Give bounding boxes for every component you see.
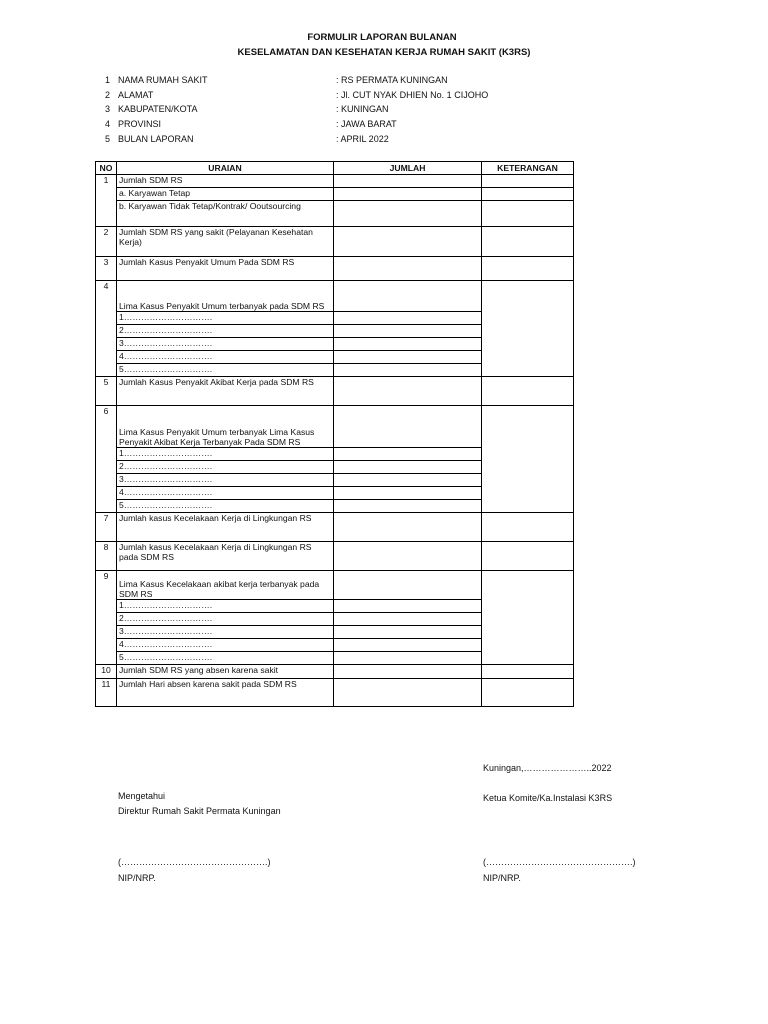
jumlah-cell[interactable] xyxy=(334,626,482,639)
row-number: 3 xyxy=(96,257,117,281)
row-number: 10 xyxy=(96,665,117,679)
right-signer-nip: NIP/NRP. xyxy=(483,873,521,883)
keterangan-cell[interactable] xyxy=(482,188,574,201)
row-description: a. Karyawan Tetap xyxy=(117,188,334,201)
list-item-text: 4…………………………. xyxy=(117,351,334,364)
list-item-text: 4…………………………. xyxy=(117,487,334,500)
keterangan-cell[interactable] xyxy=(482,542,574,571)
list-item-text: 4…………………………. xyxy=(117,639,334,652)
jumlah-cell[interactable] xyxy=(334,461,482,474)
row-number: 5 xyxy=(96,377,117,406)
jumlah-cell[interactable] xyxy=(334,175,482,188)
jumlah-cell[interactable] xyxy=(334,487,482,500)
row-number: 7 xyxy=(96,513,117,542)
list-item-text: 5…………………………. xyxy=(117,652,334,665)
keterangan-cell[interactable] xyxy=(482,665,574,679)
keterangan-cell[interactable] xyxy=(482,571,574,665)
info-row-hospital xyxy=(0,75,768,89)
row-description: Jumlah kasus Kecelakaan Kerja di Lingkungan RS xyxy=(117,513,334,542)
form-subtitle: KESELAMATAN DAN KESEHATAN KERJA RUMAH SAKIT (K3RS) xyxy=(237,47,531,58)
header-jumlah: JUMLAH xyxy=(334,162,482,175)
row-number: 8 xyxy=(96,542,117,571)
list-item-text: 2…………………………. xyxy=(117,461,334,474)
jumlah-cell[interactable] xyxy=(334,377,482,406)
list-item-text: 2…………………………. xyxy=(117,325,334,338)
list-item-text: 1…………………………. xyxy=(117,448,334,461)
table-header-row xyxy=(96,162,574,175)
info-row-address xyxy=(0,90,768,104)
table-row xyxy=(96,571,574,600)
row-description: b. Karyawan Tidak Tetap/Kontrak/ Ooutsourcing xyxy=(117,201,334,227)
info-label: KABUPATEN/KOTA xyxy=(118,104,198,114)
row-number: 1 xyxy=(96,175,117,227)
info-value: : KUNINGAN xyxy=(336,104,389,114)
info-number: 3 xyxy=(104,104,110,114)
row-description: Jumlah SDM RS yang absen karena sakit xyxy=(117,665,334,679)
jumlah-cell[interactable] xyxy=(334,639,482,652)
info-row-province xyxy=(0,119,768,133)
info-row-report-month xyxy=(0,134,768,148)
list-item-text: 3…………………………. xyxy=(117,474,334,487)
list-item-text: 5…………………………. xyxy=(117,364,334,377)
row-description: Lima Kasus Kecelakaan akibat kerja terbanyak pada SDM RS xyxy=(117,571,334,600)
list-item-text: 1…………………………. xyxy=(117,600,334,613)
right-signer-name: (………………………………………….) xyxy=(483,857,636,867)
jumlah-cell[interactable] xyxy=(334,500,482,513)
jumlah-cell[interactable] xyxy=(334,679,482,707)
keterangan-cell[interactable] xyxy=(482,227,574,257)
row-description: Lima Kasus Penyakit Umum terbanyak pada SDM RS xyxy=(117,281,334,312)
keterangan-cell[interactable] xyxy=(482,513,574,542)
list-item-text: 5…………………………. xyxy=(117,500,334,513)
row-description: Lima Kasus Penyakit Umum terbanyak Lima Kasus Penyakit Akibat Kerja Terbanyak Pada SDM RS xyxy=(117,406,334,448)
jumlah-cell[interactable] xyxy=(334,338,482,351)
row-description: Jumlah Kasus Penyakit Umum Pada SDM RS xyxy=(117,257,334,281)
jumlah-cell[interactable] xyxy=(334,351,482,364)
jumlah-cell[interactable] xyxy=(334,406,482,448)
table-row xyxy=(96,257,574,281)
jumlah-cell[interactable] xyxy=(334,542,482,571)
info-label: PROVINSI xyxy=(118,119,162,129)
table-row xyxy=(96,281,574,312)
info-label: BULAN LAPORAN xyxy=(118,134,194,144)
left-signer-role: Mengetahui xyxy=(118,791,166,801)
info-value: : Jl. CUT NYAK DHIEN No. 1 CIJOHO xyxy=(336,90,489,100)
header-uraian: URAIAN xyxy=(117,162,334,175)
jumlah-cell[interactable] xyxy=(334,201,482,227)
info-number: 1 xyxy=(104,75,110,85)
jumlah-cell[interactable] xyxy=(334,613,482,626)
row-description: Jumlah SDM RS xyxy=(117,175,334,188)
table-row xyxy=(96,201,574,227)
keterangan-cell[interactable] xyxy=(482,257,574,281)
jumlah-cell[interactable] xyxy=(334,652,482,665)
jumlah-cell[interactable] xyxy=(334,227,482,257)
left-signer-name: (………………………………………….) xyxy=(118,857,271,867)
info-number: 4 xyxy=(104,119,110,129)
info-number: 2 xyxy=(104,90,110,100)
left-signer-title: Direktur Rumah Sakit Permata Kuningan xyxy=(118,806,281,816)
list-item-text: 3…………………………. xyxy=(117,338,334,351)
table-row xyxy=(96,377,574,406)
jumlah-cell[interactable] xyxy=(334,188,482,201)
jumlah-cell[interactable] xyxy=(334,281,482,312)
row-description: Jumlah Hari absen karena sakit pada SDM RS xyxy=(117,679,334,707)
jumlah-cell[interactable] xyxy=(334,600,482,613)
right-signer-title: Ketua Komite/Ka.Instalasi K3RS xyxy=(483,793,613,803)
jumlah-cell[interactable] xyxy=(334,474,482,487)
list-item-text: 2…………………………. xyxy=(117,613,334,626)
row-number: 2 xyxy=(96,227,117,257)
list-item-text: 1…………………………. xyxy=(117,312,334,325)
row-number: 4 xyxy=(96,281,117,377)
jumlah-cell[interactable] xyxy=(334,571,482,600)
jumlah-cell[interactable] xyxy=(334,665,482,679)
row-number: 6 xyxy=(96,406,117,513)
info-value: : APRIL 2022 xyxy=(336,134,389,144)
left-signer-nip: NIP/NRP. xyxy=(118,873,156,883)
row-description: Jumlah Kasus Penyakit Akibat Kerja pada SDM RS xyxy=(117,377,334,406)
info-value: : RS PERMATA KUNINGAN xyxy=(336,75,448,85)
keterangan-cell[interactable] xyxy=(482,201,574,227)
keterangan-cell[interactable] xyxy=(482,175,574,188)
row-description: Jumlah kasus Kecelakaan Kerja di Lingkungan RS pada SDM RS xyxy=(117,542,334,571)
table-row xyxy=(96,665,574,679)
row-description: Jumlah SDM RS yang sakit (Pelayanan Kesehatan Kerja) xyxy=(117,227,334,257)
list-item-text: 3…………………………. xyxy=(117,626,334,639)
info-label: ALAMAT xyxy=(118,90,154,100)
info-label: NAMA RUMAH SAKIT xyxy=(118,75,208,85)
info-number: 5 xyxy=(104,134,110,144)
table-row xyxy=(96,227,574,257)
jumlah-cell[interactable] xyxy=(334,257,482,281)
row-number: 9 xyxy=(96,571,117,665)
jumlah-cell[interactable] xyxy=(334,312,482,325)
table-row xyxy=(96,406,574,448)
jumlah-cell[interactable] xyxy=(334,364,482,377)
table-row xyxy=(96,513,574,542)
keterangan-cell[interactable] xyxy=(482,377,574,406)
table-row xyxy=(96,188,574,201)
keterangan-cell[interactable] xyxy=(482,281,574,377)
table-row xyxy=(96,679,574,707)
row-number: 11 xyxy=(96,679,117,707)
jumlah-cell[interactable] xyxy=(334,325,482,338)
header-no: NO xyxy=(96,162,117,175)
keterangan-cell[interactable] xyxy=(482,406,574,513)
header-keterangan: KETERANGAN xyxy=(482,162,574,175)
keterangan-cell[interactable] xyxy=(482,679,574,707)
form-title: FORMULIR LAPORAN BULANAN xyxy=(307,32,457,43)
jumlah-cell[interactable] xyxy=(334,448,482,461)
jumlah-cell[interactable] xyxy=(334,513,482,542)
info-row-regency xyxy=(0,104,768,118)
place-date: Kuningan,…………………..2022 xyxy=(483,763,612,773)
report-table xyxy=(95,161,574,707)
info-value: : JAWA BARAT xyxy=(336,119,397,129)
table-row xyxy=(96,542,574,571)
table-row xyxy=(96,175,574,188)
